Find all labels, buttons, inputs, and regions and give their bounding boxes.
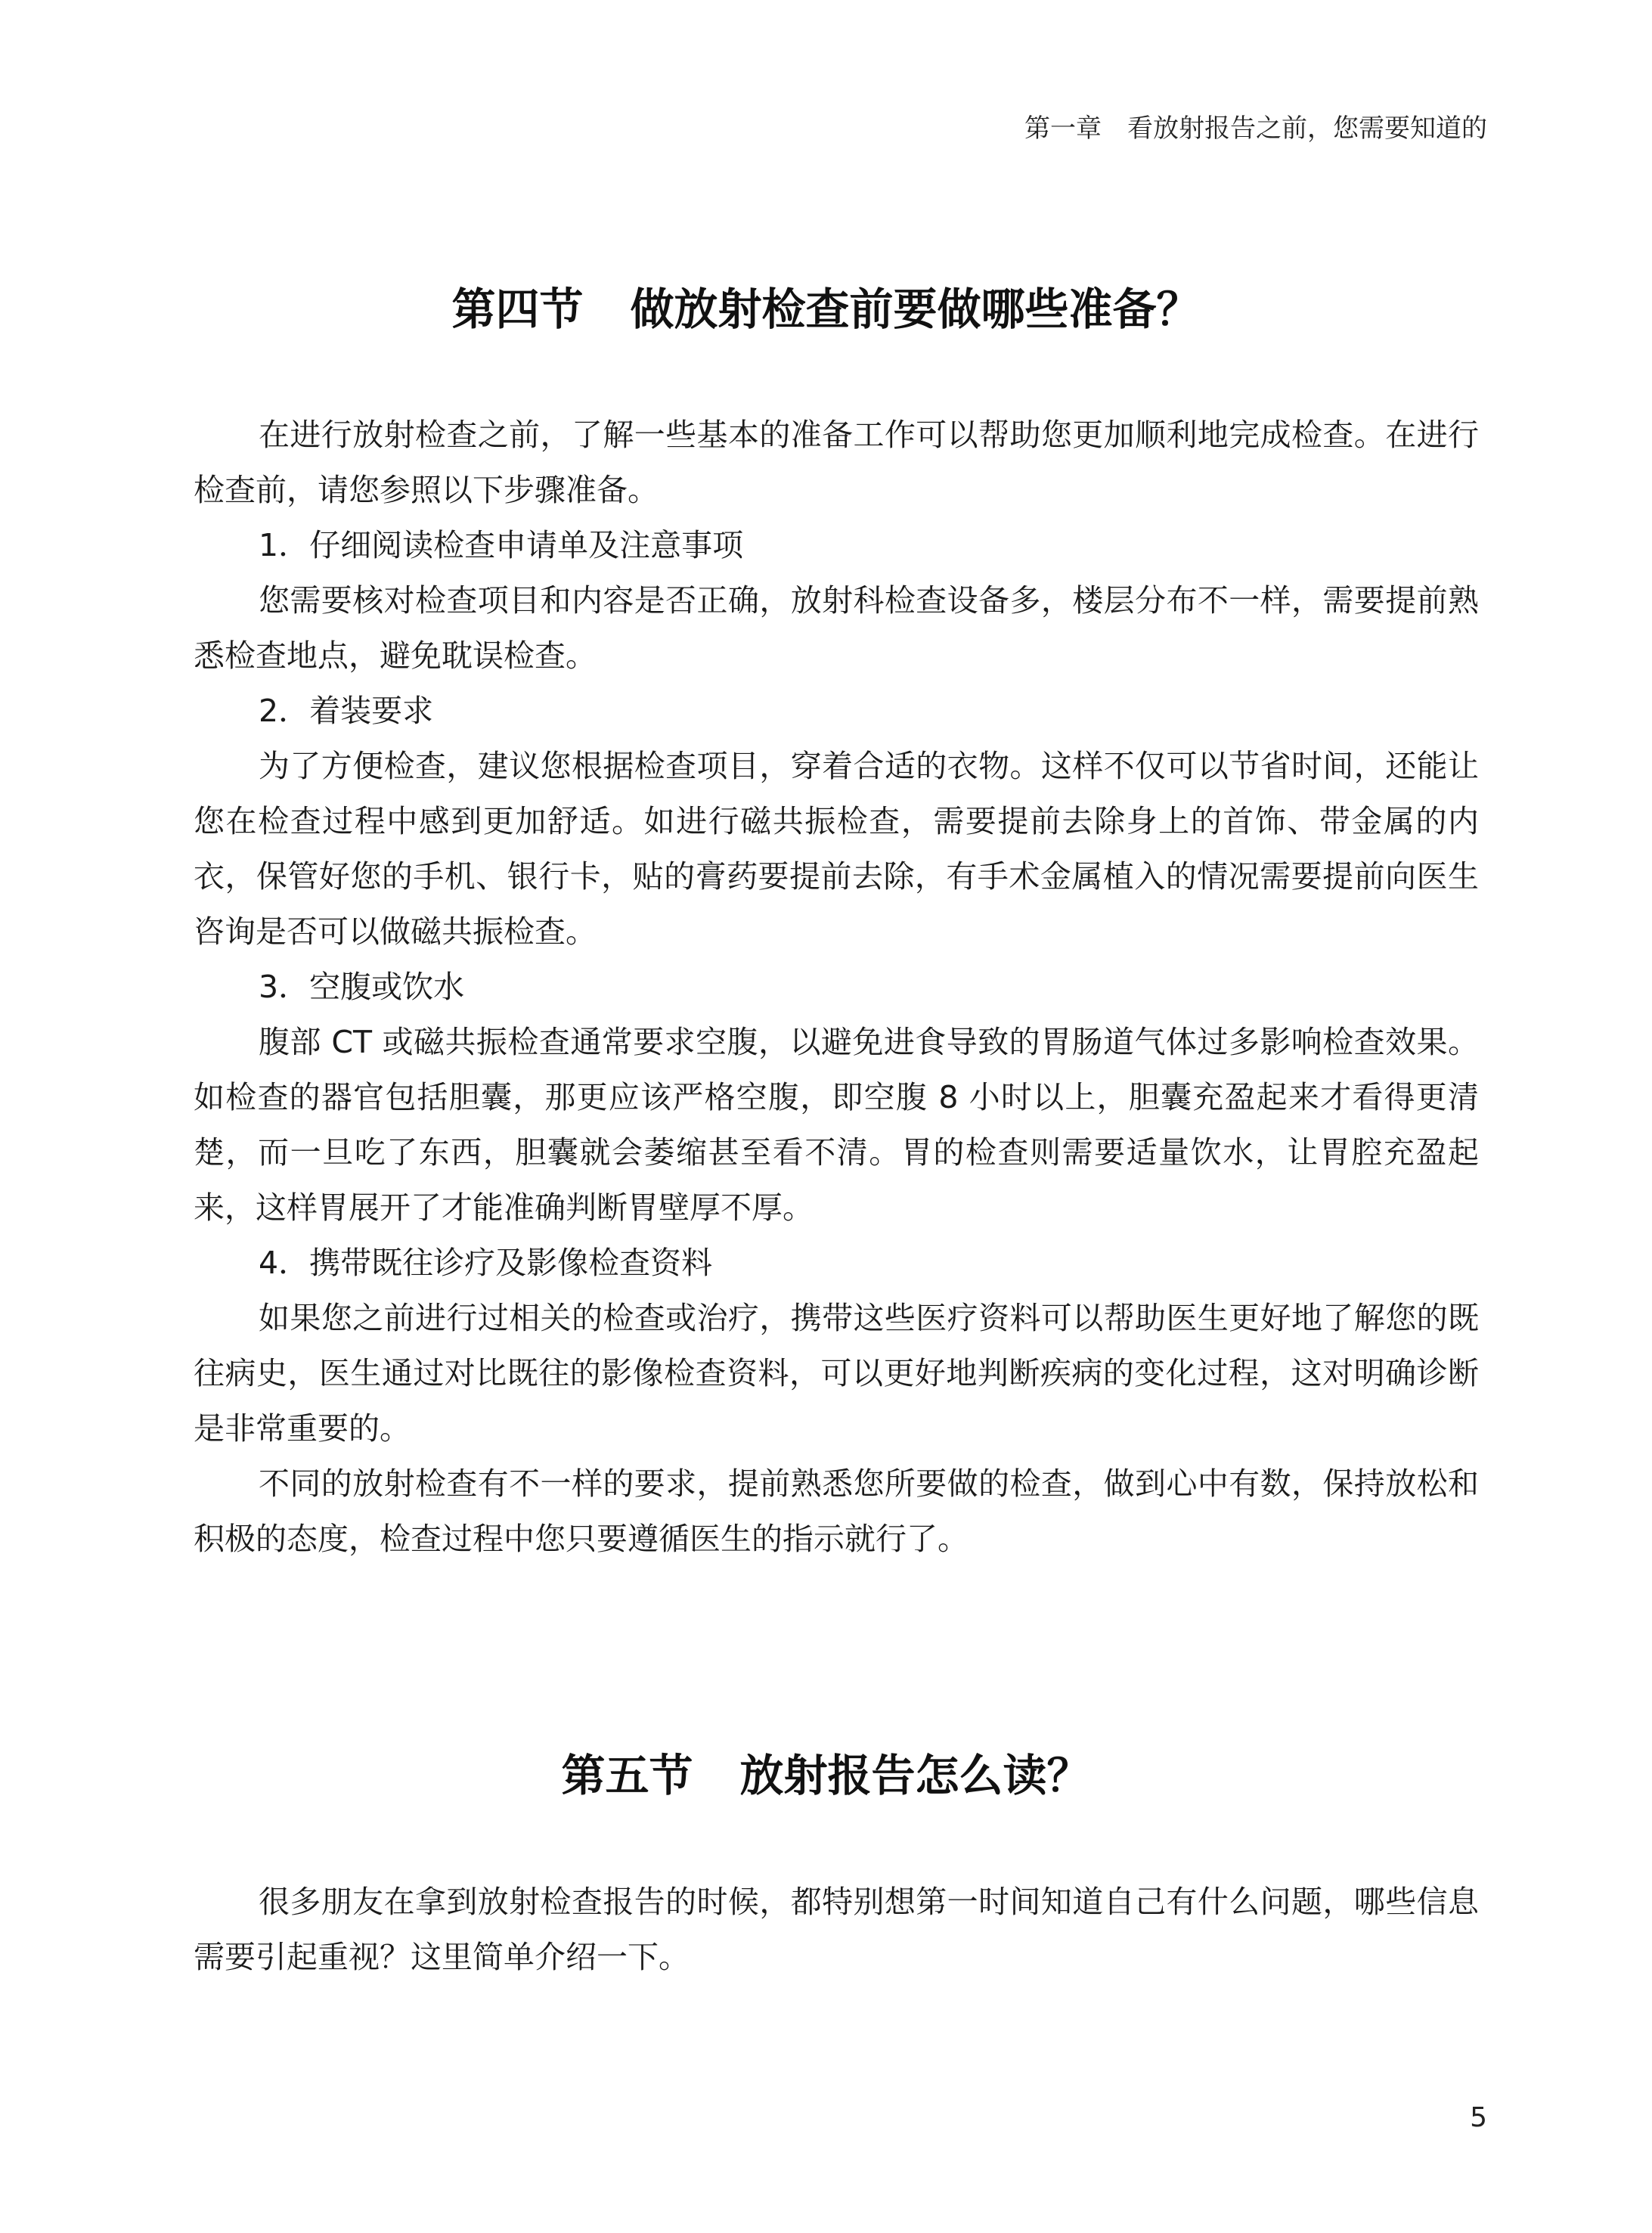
chapter-number: 第一章 xyxy=(1024,113,1102,144)
item-3-heading: 3．空腹或饮水 xyxy=(259,969,465,1005)
section-5-intro: 很多朋友在拿到放射检查报告的时候，都特别想第一时间知道自己有什么问题，哪些信息需要引起重视？这里简单介绍一下。 xyxy=(194,1884,1479,1975)
section-4-number: 第四节 xyxy=(451,283,584,335)
running-header xyxy=(1024,107,1487,144)
section-4-heading: 做放射检查前要做哪些准备？ xyxy=(630,283,1201,335)
section-5-number: 第五节 xyxy=(561,1749,693,1801)
section-5-heading: 放射报告怎么读？ xyxy=(739,1749,1091,1801)
item-3-text: 腹部 CT 或磁共振检查通常要求空腹，以避免进食导致的胃肠道气体过多影响检查效果。如检查的器官包括胆囊，那更应该严格空腹，即空腹 8 小时以上，胆囊充盈起来才看得更清楚，而一旦吃了东西，胆囊就会萎缩甚至看不清。胃的检查则需要适量饮水，让胃腔充盈起来，这样胃展开了才能准确判断胃壁厚不厚。 xyxy=(194,1024,1479,1226)
section-4-intro: 在进行放射检查之前，了解一些基本的准备工作可以帮助您更加顺利地完成检查。在进行检查前，请您参照以下步骤准备。 xyxy=(194,417,1479,508)
item-1-text: 您需要核对检查项目和内容是否正确，放射科检查设备多，楼层分布不一样，需要提前熟悉检查地点，避免耽误检查。 xyxy=(194,582,1479,674)
section-4-conclusion: 不同的放射检查有不一样的要求，提前熟悉您所要做的检查，做到心中有数，保持放松和积极的态度，检查过程中您只要遵循医生的指示就行了。 xyxy=(194,1465,1479,1557)
item-1-heading: 1．仔细阅读检查申请单及注意事项 xyxy=(259,527,744,563)
item-2-heading: 2．着装要求 xyxy=(259,693,434,729)
section-4-body xyxy=(194,408,1479,1567)
chapter-title: 看放射报告之前，您需要知道的 xyxy=(1127,113,1487,144)
item-4-text: 如果您之前进行过相关的检查或治疗，携带这些医疗资料可以帮助医生更好地了解您的既往病史，医生通过对比既往的影像检查资料，可以更好地判断疾病的变化过程，这对明确诊断是非常重要的。 xyxy=(194,1300,1479,1447)
section-5-body xyxy=(194,1875,1479,1985)
item-2-text: 为了方便检查，建议您根据检查项目，穿着合适的衣物。这样不仅可以节省时间，还能让您在检查过程中感到更加舒适。如进行磁共振检查，需要提前去除身上的首饰、带金属的内衣，保管好您的手机、银行卡，贴的膏药要提前去除，有手术金属植入的情况需要提前向医生咨询是否可以做磁共振检查。 xyxy=(194,748,1479,950)
item-4-heading: 4．携带既往诊疗及影像检查资料 xyxy=(259,1245,713,1281)
page-number: 5 xyxy=(1470,2102,1487,2133)
section-4-title xyxy=(0,274,1652,337)
section-5-title xyxy=(0,1740,1652,1803)
